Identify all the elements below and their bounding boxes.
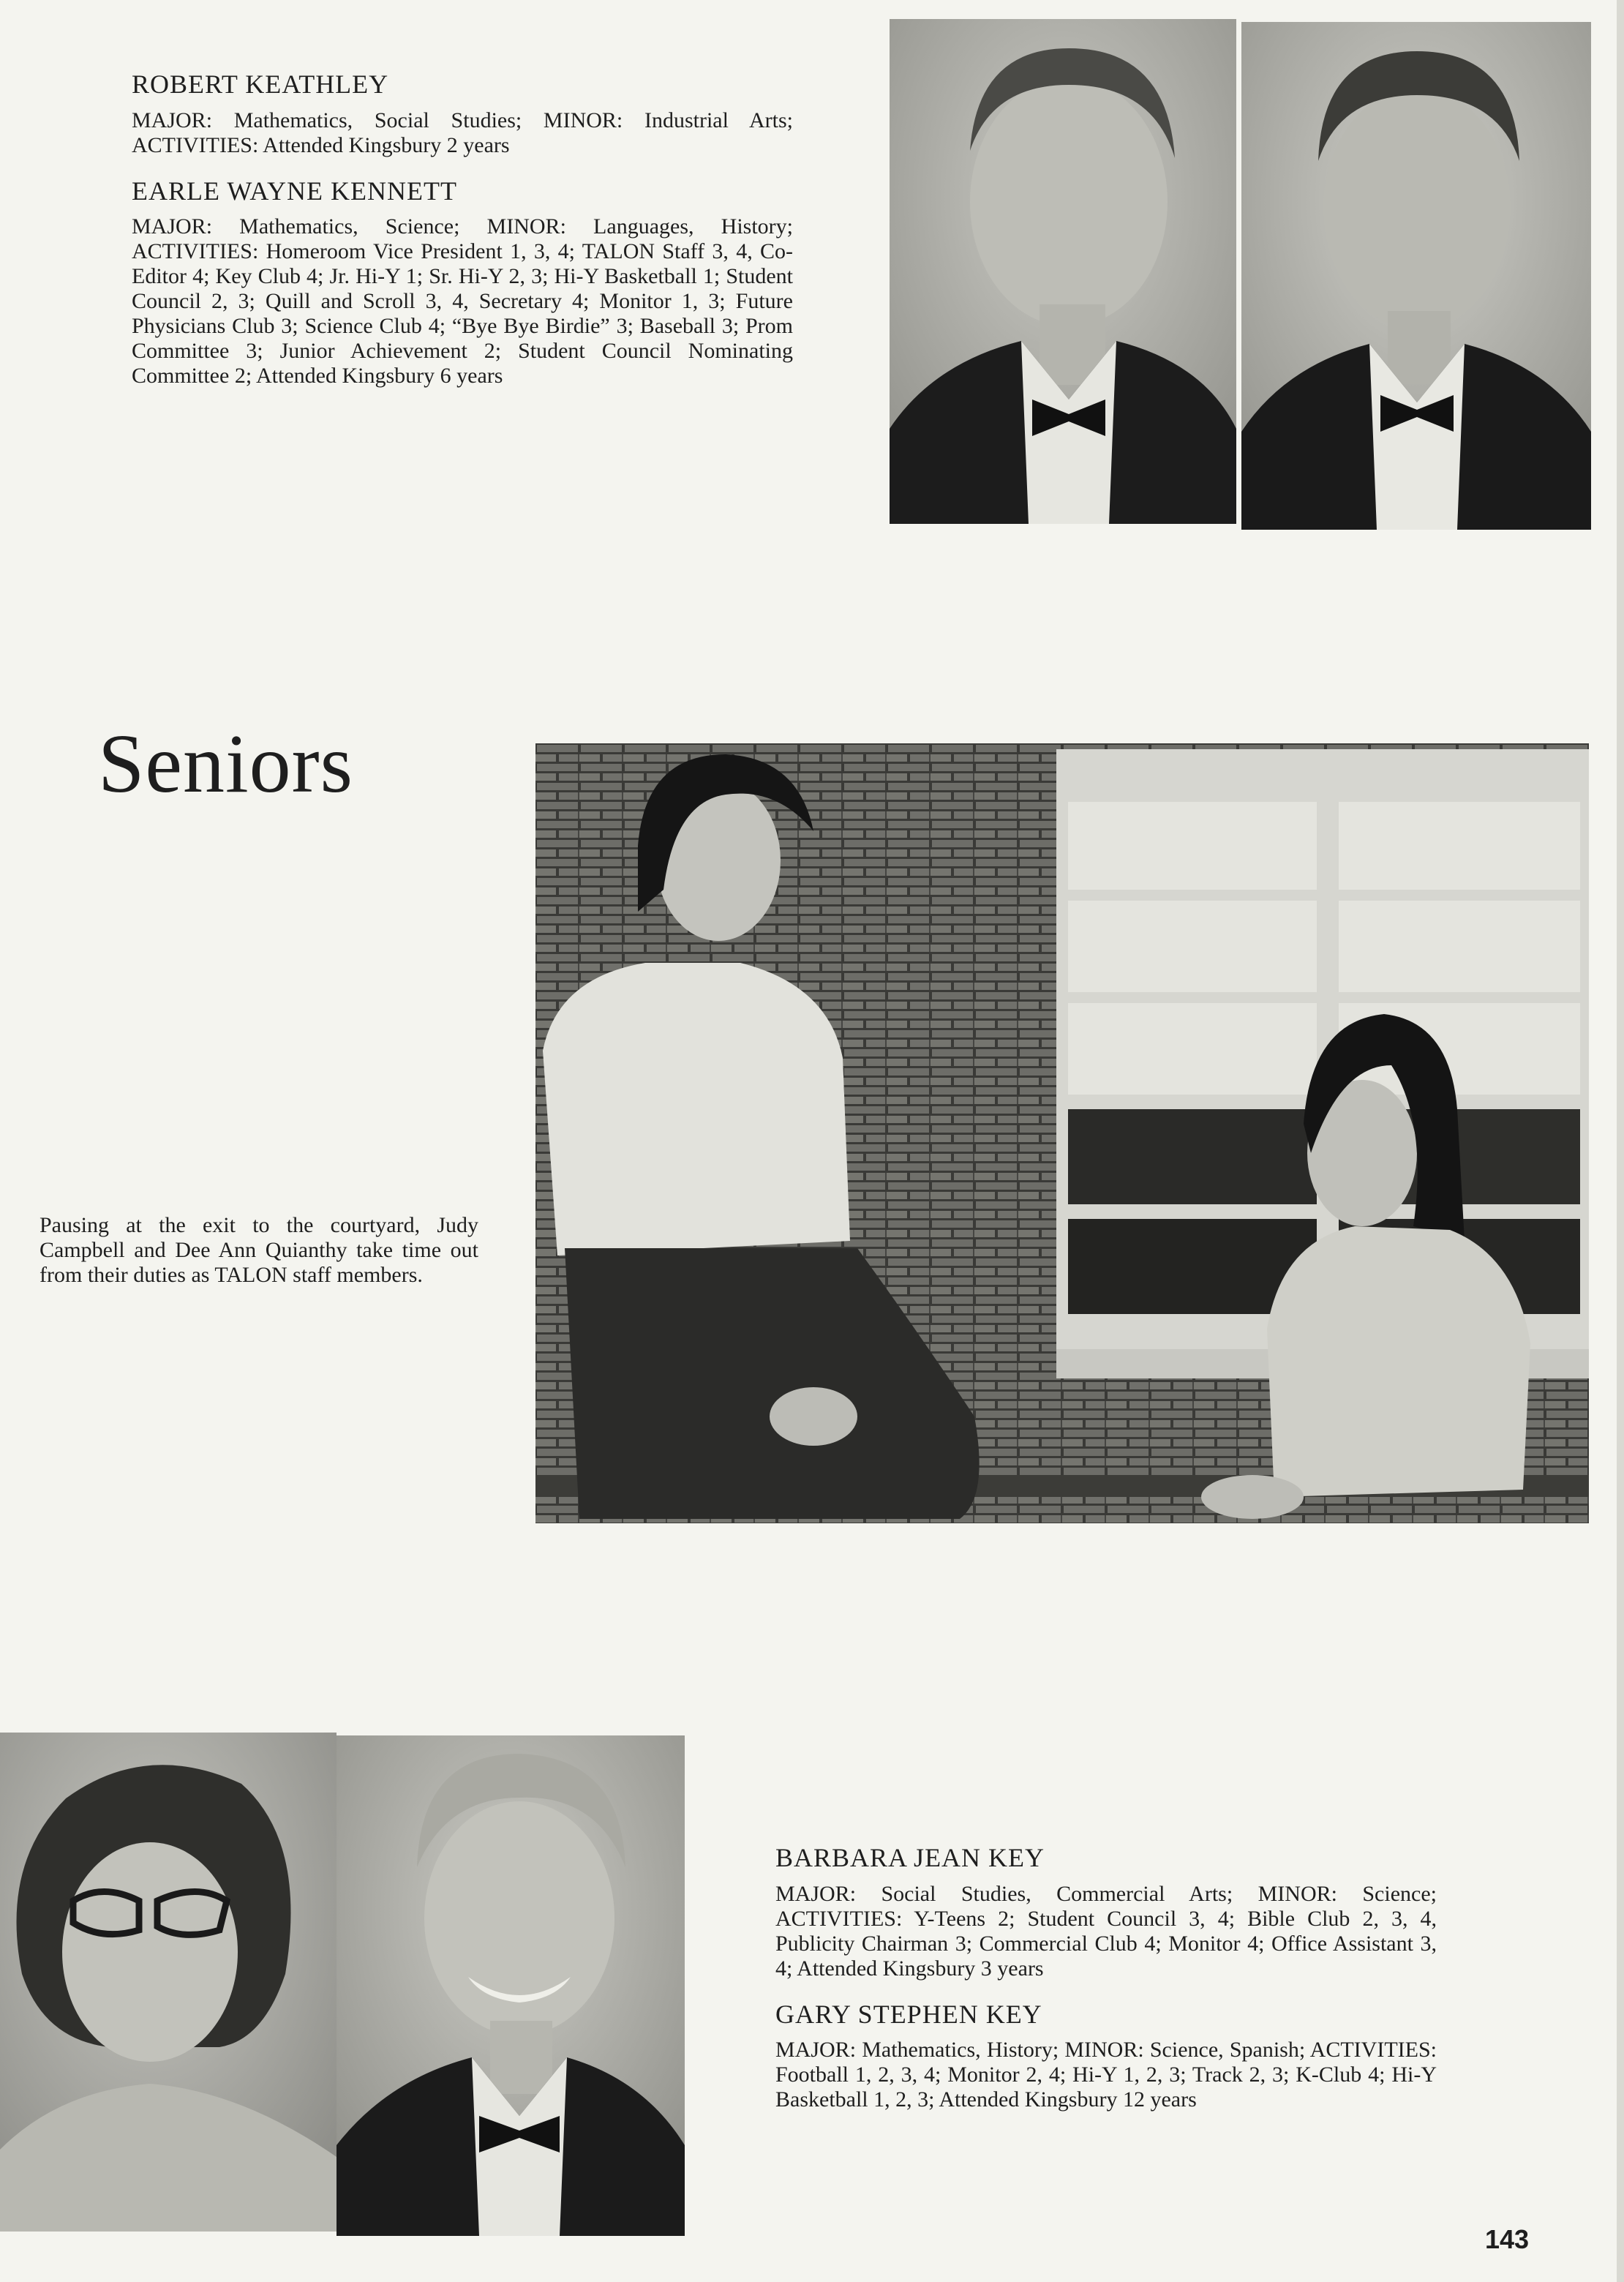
section-heading: Seniors [98,717,353,810]
student-details-robert-keathley: MAJOR: Mathematics, Social Studies; MINOR: Industrial Arts; ACTIVITIES: Attended Kingsbury 2 years [132,108,793,157]
student-details-barbara-jean-key: MAJOR: Social Studies, Commercial Arts; MINOR: Science; ACTIVITIES: Y-Teens 2; Student Council 3, 4; Bible Club 2, 3, 4, Publicity Chairman 3; Commercial Club 4; Monitor 4; Office Assistant 3, 4; Attended Kingsbury 3 years [775,1881,1437,1981]
portrait-barbara-jean-key [0,1733,337,2232]
page-number: 143 [1485,2224,1530,2254]
student-name-earle-wayne-kennett: EARLE WAYNE KENNETT [132,176,457,206]
student-name-robert-keathley: ROBERT KEATHLEY [132,70,389,99]
student-details-earle-wayne-kennett: MAJOR: Mathematics, Science; MINOR: Languages, History; ACTIVITIES: Homeroom Vice President 1, 3, 4; TALON Staff 3, 4, Co-Editor 4; Key Club 4; Jr. Hi-Y 1; Sr. Hi-Y 2, 3; Hi-Y Basketball 1; Student Council 2, 3; Quill and Scroll 3, 4, Secretary 4; Monitor 1, 3; Future Physicians Club 3; Science Club 4; “Bye Bye Birdie” 3; Baseball 3; Prom Committee 3; Junior Achievement 2; Student Council Nominating Committee 2; Attended Kingsbury 6 years [132,214,793,389]
courtyard-photo [535,743,1589,1523]
bio-block-bottom [775,1844,1437,2131]
bio-block-top [132,70,793,408]
student-name-barbara-jean-key: BARBARA JEAN KEY [775,1843,1045,1872]
photo-caption: Pausing at the exit to the courtyard, Judy Campbell and Dee Ann Quianthy take time out from their duties as TALON staff members. [40,1213,478,1287]
page-edge [1617,0,1624,2282]
portrait-gary-stephen-key [337,1735,685,2236]
portrait-earle-wayne-kennett [1241,22,1591,530]
student-details-gary-stephen-key: MAJOR: Mathematics, History; MINOR: Science, Spanish; ACTIVITIES: Football 1, 2, 3, 4; Monitor 2, 4; Hi-Y 1, 2, 3; Track 2, 3; K-Club 4; Hi-Y Basketball 1, 2, 3; Attended Kingsbury 12 years [775,2038,1437,2112]
portrait-robert-keathley [890,19,1236,524]
student-name-gary-stephen-key: GARY STEPHEN KEY [775,1999,1042,2029]
